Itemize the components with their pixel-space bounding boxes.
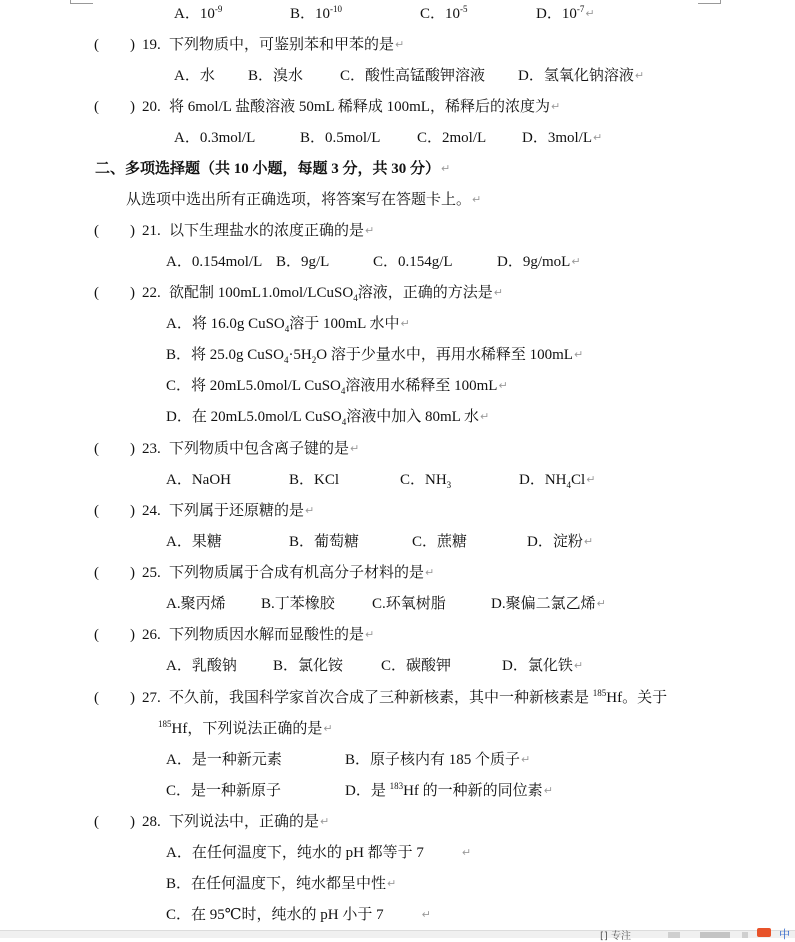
q20-option-c: C．2mol/L [417,130,487,146]
paragraph-mark-icon: ↵ [441,162,451,175]
q18-option-d: D．10 [536,6,577,22]
question-stem: 下列说法中，正确的是 [169,814,320,830]
q22-option-a: A．将 16.0g CuSO$_4$溶于 100mL 水中 ↵ [166,316,410,334]
paragraph-mark-icon: ↵ [421,908,431,921]
q27-option-c: C．是一种新原子 [166,783,282,799]
document-page: A．$10^{-9}$ B．$10^{-10}$ C．$10^{-5}$ D．$10^{-7}$ ↵ ( ) 19. 下列物质中，可鉴别苯和甲苯的是 ↵ A．水 B．溴水 C．酸性高锰酸钾溶液 D．氢氧化钠溶液 ↵ ( ) 20. 将 6mol/L 盐酸溶液 50mL 稀释成 100mL，稀释后的浓度为 ↵ A．0.3mol/L B．0.5mol/L C．2mol/L D．3mol/L ↵ 二、多项选择题（共 10 小题，每题 3 分，共 30 分） ↵ 从选项中选出所有正确选项，将答案写在答题卡上。 ↵ ( ) 21. 以下生理盐水的浓度正确的是 ↵ A．0.154mol/L B．9g/L C．0.154g/L D．9g/moL ↵ ( ) 22. 欲配制 100mL1.0mol/LCuSO$_4$溶液，正确的方法是 ↵ A．将 16.0g CuSO$_4$溶于 100mL 水中 ↵ B．将 25.0g $CuSO_4\cdot 5H_2O$ 溶于少量水中，再用水稀释至 100mL ↵ C．将 20mL5.0mol/L CuSO$_4$溶液用水稀释至 100mL ↵ D．在 20mL5.0mol/L CuSO$_4$溶液中加入 80mL 水 ↵ ( ) 23. 下列物质中包含离子键的是 ↵ A．NaOH B．KCl C．$NH_3$ D．$NH_4Cl$ ↵ ( ) 24. 下列属于还原糖的是 ↵ A．果糖 B．葡萄糖 C．蔗糖 D．淀粉 ↵ ( ) 25. 下列物质属于合成有机高分子材料的是 ↵ A.聚丙烯 B.丁苯橡胶 C.环氧树脂 D.聚偏二氯乙烯 ↵ ( ) 26. 下列物质因水解而显酸性的是 ↵ A．乳酸钠 B．氯化铵 C．碳酸钾 D．氯化铁 ↵ ( ) 27. 不久前，我国科学家首次合成了三种新核素，其中一种新核素是 $^{185}$Hf。关于 $^{185}$Hf，下列说法正确的是 ↵ A．是一种新元素 B．原子核内有 185 个质子 ↵ C．是一种新原子 D．是 $^{183}$Hf 的一种新的同位素 ↵ ( ) 28. 下列说法中，正确的是 ↵ A．在任何温度下，纯水的 pH 都等于 7 ↵ B．在任何温度下，纯水都呈中性 ↵ C．在 95℃时，纯水的 pH 小于 7 ↵ [0,0,795,930]
answer-paren-open: ( [94,99,99,115]
section-heading: 二、多项选择题（共 10 小题，每题 3 分，共 30 分） ↵ [95,161,451,177]
answer-paren-close: ) [130,37,135,53]
paragraph-mark-icon: ↵ [583,535,594,548]
paragraph-mark-icon: ↵ [350,442,360,455]
question-stem: 下列物质因水解而显酸性的是 [169,627,365,643]
paragraph-mark-icon: ↵ [425,566,435,579]
paragraph-mark-icon: ↵ [498,379,508,392]
q19-option-d: D．氢氧化钠溶液 [518,68,634,84]
paragraph-mark-icon: ↵ [461,846,472,859]
q18-option-b: B．10 [290,6,331,22]
question-stem: 将 6mol/L 盐酸溶液 50mL 稀释成 100mL，稀释后的浓度为 [169,99,550,115]
question-number: 26. [142,627,161,643]
q18-option-a: A．10 [174,6,215,22]
answer-paren-close: ) [130,99,135,115]
answer-paren-open: ( [94,565,99,581]
paragraph-mark-icon: ↵ [472,193,482,206]
answer-paren-open: ( [94,223,99,239]
question-stem: 下列物质中包含离子键的是 [169,441,350,457]
answer-paren-close: ) [130,565,135,581]
paragraph-mark-icon: ↵ [323,722,333,735]
q22-option-b: B．将 25.0g $CuSO_4\cdot 5H_2O$ 溶于少量水中，再用水稀释至 100mL ↵ [166,347,584,365]
q22-option-c: C．将 20mL5.0mol/L CuSO$_4$溶液用水稀释至 100mL ↵ [166,378,508,396]
paragraph-mark-icon: ↵ [400,317,410,330]
q26-option-d: D．氯化铁 [502,658,573,674]
q21-option-a: A．0.154mol/L [166,254,263,270]
paragraph-mark-icon: ↵ [365,224,375,237]
answer-paren-open: ( [94,441,99,457]
paragraph-mark-icon: ↵ [387,877,397,890]
margin-corner-right [698,0,721,4]
q25-option-b: B.丁苯橡胶 [261,596,335,612]
q24-option-b: B．葡萄糖 [289,534,360,550]
paragraph-mark-icon: ↵ [305,504,315,517]
q24-option-d: D．淀粉 [527,534,583,550]
paragraph-mark-icon: ↵ [634,69,645,82]
paragraph-mark-icon: ↵ [395,38,405,51]
q25-option-c: C.环氧树脂 [372,596,446,612]
answer-paren-open: ( [94,814,99,830]
answer-paren-close: ) [130,503,135,519]
q27-option-d: D．是 $^{183}$Hf 的一种新的同位素 ↵ [345,781,553,799]
paragraph-mark-icon: ↵ [585,7,595,20]
q22-option-d: D．在 20mL5.0mol/L CuSO$_4$溶液中加入 80mL 水 ↵ [166,409,490,427]
question-number: 23. [142,441,161,457]
answer-paren-close: ) [130,627,135,643]
q24-option-c: C．蔗糖 [412,534,468,550]
answer-paren-open: ( [94,285,99,301]
question-stem: 不久前，我国科学家首次合成了三种新核素，其中一种新核素是 $^{185}$Hf。关于 [169,688,668,706]
question-number: 28. [142,814,161,830]
question-number: 22. [142,285,161,301]
paragraph-mark-icon: ↵ [320,815,330,828]
q20-option-d: D．3mol/L [522,130,592,146]
app-tray-icon[interactable] [757,928,771,937]
question-number: 19. [142,37,161,53]
question-stem: 以下生理盐水的浓度正确的是 [169,223,365,239]
q23-option-c: C．$NH_3$ [400,472,452,490]
answer-paren-close: ) [130,285,135,301]
q28-option-c: C．在 95℃时，纯水的 pH 小于 7 ↵ [166,907,431,923]
section-instruction: 从选项中选出所有正确选项，将答案写在答题卡上。 ↵ [126,192,482,208]
q25-option-a: A.聚丙烯 [166,596,226,612]
q21-option-c: C．0.154g/L [373,254,453,270]
paragraph-mark-icon: ↵ [596,597,606,610]
paragraph-mark-icon: ↵ [550,100,561,113]
q18-option-c: C．10 [420,6,461,22]
answer-paren-close: ) [130,441,135,457]
q28-option-b: B．在任何温度下，纯水都呈中性 ↵ [166,876,397,892]
question-stem: 下列物质属于合成有机高分子材料的是 [169,565,425,581]
q23-option-b: B．KCl [289,472,340,488]
q19-option-b: B．溴水 [248,68,304,84]
paragraph-mark-icon: ↵ [586,473,596,486]
question-number: 27. [142,690,161,706]
answer-paren-open: ( [94,503,99,519]
q25-option-d: D.聚偏二氯乙烯 [491,596,596,612]
answer-paren-close: ) [130,690,135,706]
answer-paren-open: ( [94,690,99,706]
paragraph-mark-icon: ↵ [593,131,603,144]
q26-option-a: A．乳酸钠 [166,658,237,674]
question-stem: 欲配制 100mL1.0mol/LCuSO$_4$溶液，正确的方法是 ↵ [169,285,503,303]
web-view-icon[interactable] [742,932,748,938]
q19-option-a: A．水 [174,68,215,84]
q23-option-a: A．NaOH [166,472,231,488]
q21-option-d: D．9g/moL [497,254,571,270]
paragraph-mark-icon: ↵ [479,410,490,423]
question-number: 21. [142,223,161,239]
answer-paren-close: ) [130,814,135,830]
answer-paren-open: ( [94,627,99,643]
paragraph-mark-icon: ↵ [571,255,581,268]
question-stem: 下列物质中，可鉴别苯和甲苯的是 [169,37,395,53]
q28-option-a: A．在任何温度下，纯水的 pH 都等于 7 ↵ [166,845,472,861]
page-view-icon[interactable] [700,932,730,938]
answer-paren-close: ) [130,223,135,239]
paragraph-mark-icon: ↵ [573,348,584,361]
input-method-icon[interactable]: 中 [779,928,790,941]
paragraph-mark-icon: ↵ [543,784,553,797]
paragraph-mark-icon: ↵ [493,286,503,299]
read-view-icon[interactable] [668,932,680,938]
q24-option-a: A．果糖 [166,534,222,550]
q26-option-b: B．氯化铵 [273,658,344,674]
q20-option-b: B．0.5mol/L [300,130,381,146]
question-number: 24. [142,503,161,519]
focus-mode-button[interactable]: [] 专注 [600,931,631,942]
q20-option-a: A．0.3mol/L [174,130,256,146]
q21-option-b: B．9g/L [276,254,330,270]
question-number: 25. [142,565,161,581]
question-number: 20. [142,99,161,115]
q23-option-d: D．$NH_4Cl$ ↵ [519,472,596,490]
answer-paren-open: ( [94,37,99,53]
margin-corner-left [70,0,93,4]
q26-option-c: C．碳酸钾 [381,658,452,674]
q19-option-c: C．酸性高锰酸钾溶液 [340,68,486,84]
question-27-line2: $^{185}$Hf，下列说法正确的是 ↵ [158,719,333,737]
q27-option-a: A．是一种新元素 [166,752,282,768]
paragraph-mark-icon: ↵ [573,659,584,672]
q27-option-b: B．原子核内有 185 个质子 [345,752,521,768]
paragraph-mark-icon: ↵ [521,753,531,766]
question-stem: 下列属于还原糖的是 [169,503,305,519]
paragraph-mark-icon: ↵ [365,628,375,641]
